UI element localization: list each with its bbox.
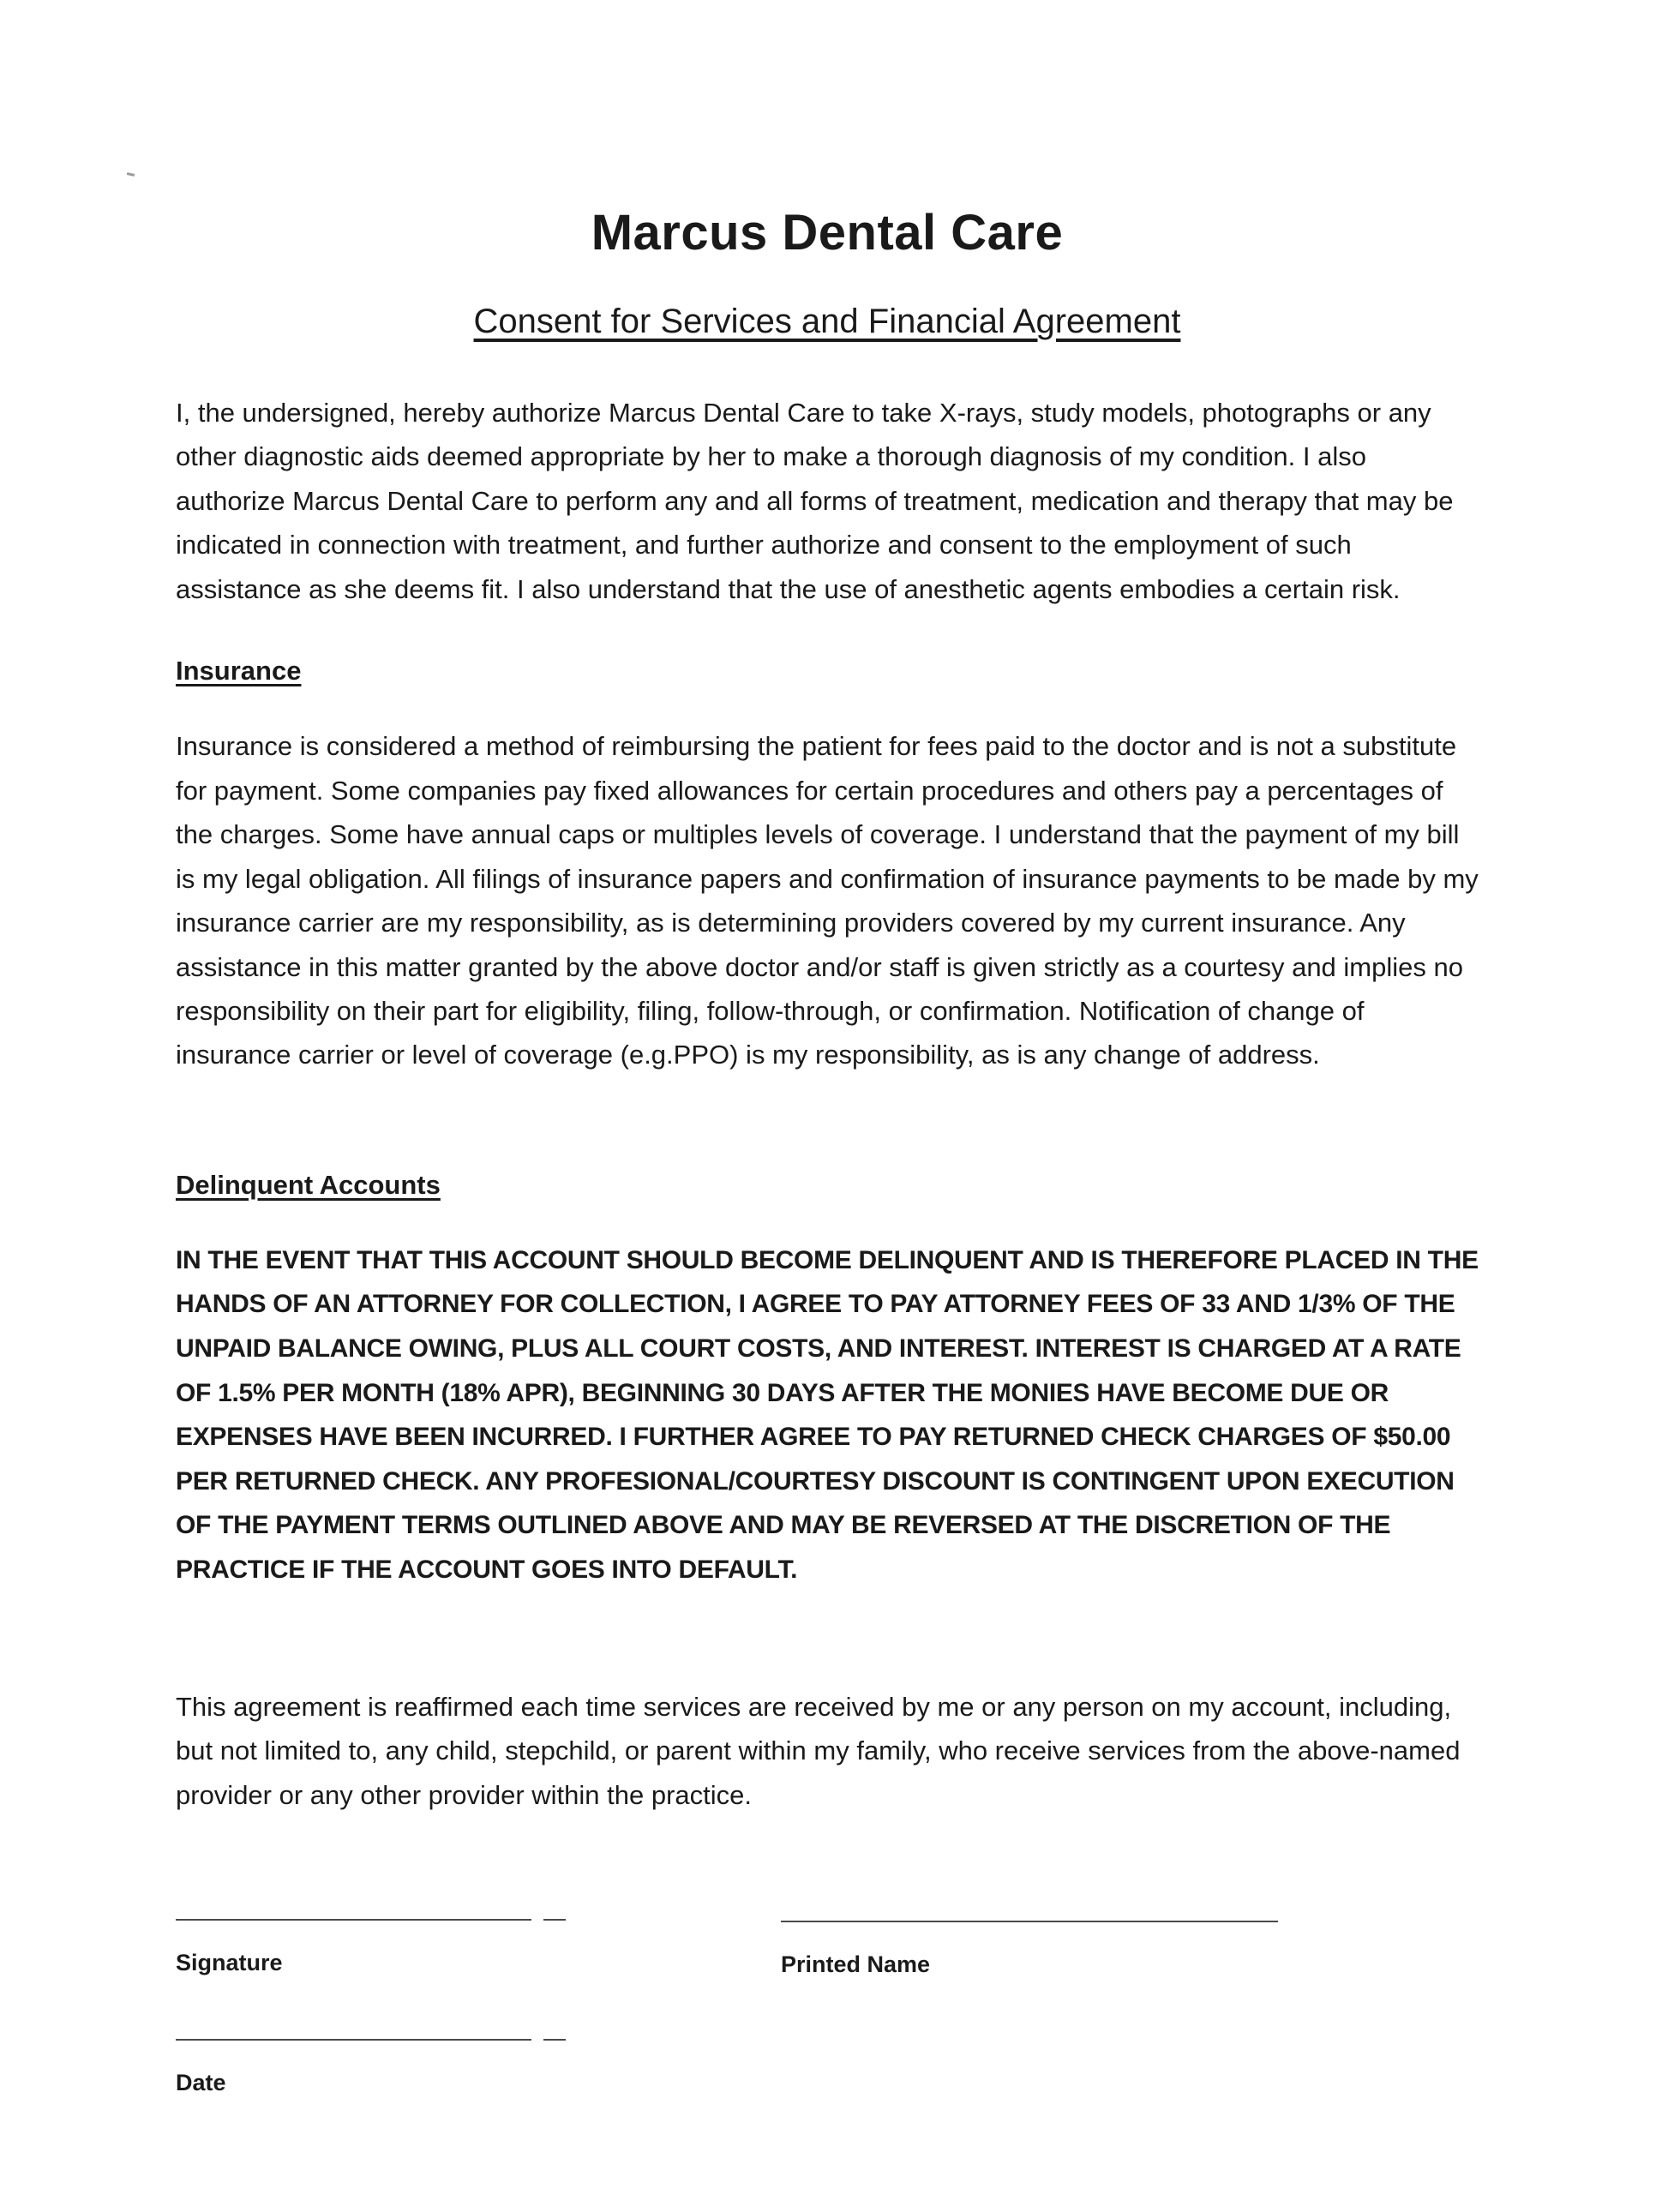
date-line — [176, 2038, 566, 2041]
insurance-paragraph: Insurance is considered a method of reimbursing the patient for fees paid to the doctor and is not a substitute for payment. Some companies pay fixed allowances for certain procedures and others pay a percentages of the charges. Some have annual caps or multiples levels of coverage. I understand that the payment of my bill is my legal obligation. All filings of insurance papers and confirmation of insurance payments to be made by my insurance carrier are my responsibility, as is determining providers covered by my current insurance. Any assistance in this matter granted by the above doctor and/or staff is given strictly as a courtesy and implies no responsibility on their part for eligibility, filing, follow-through, or confirmation. Notification of change of insurance carrier or level of coverage (e.g.PPO) is my responsibility, as is any change of address. — [176, 731, 1479, 1070]
signature-column — [176, 1918, 566, 1976]
delinquent-accounts-section-heading: Delinquent Accounts — [176, 1169, 441, 1200]
printed-name-line — [781, 1918, 1278, 1922]
date-column — [176, 2038, 566, 2096]
signature-line — [176, 1918, 566, 1921]
date-line-segment — [176, 2039, 531, 2041]
delinquent-accounts-paragraph: IN THE EVENT THAT THIS ACCOUNT SHOULD BECOME DELINQUENT AND IS THEREFORE PLACED IN THE HANDS OF AN ATTORNEY FOR COLLECTION, I AGREE TO PAY ATTORNEY FEES OF 33 AND 1/3% OF THE UNPAID BALANCE OWING, PLUS ALL COURT COSTS, AND INTEREST. INTEREST IS CHARGED AT A RATE OF 1.5% PER MONTH (18% APR), BEGINNING 30 DAYS AFTER THE MONIES HAVE BECOME DUE OR EXPENSES HAVE BEEN INCURRED. I FURTHER AGREE TO PAY RETURNED CHECK CHARGES OF $50.00 PER RETURNED CHECK. ANY PROFESIONAL/COURTESY DISCOUNT IS CONTINGENT UPON EXECUTION OF THE PAYMENT TERMS OUTLINED ABOVE AND MAY BE REVERSED AT THE DISCRETION OF THE PRACTICE IF THE ACCOUNT GOES INTO DEFAULT. — [176, 1245, 1479, 1585]
document-subtitle: Consent for Services and Financial Agreement — [473, 303, 1181, 340]
reaffirmation-paragraph: This agreement is reaffirmed each time services are received by me or any person on my account, including, but not limited to, any child, stepchild, or parent within my family, who receive services from the above-named provider or any other provider within the practice. — [176, 1691, 1461, 1810]
date-label: Date — [176, 2070, 226, 2095]
printed-name-label: Printed Name — [781, 1951, 931, 1977]
printed-name-column — [781, 1918, 1278, 1978]
scan-artifact — [127, 172, 135, 177]
signature-row — [176, 1918, 1479, 1978]
date-line-dash — [543, 2039, 566, 2041]
signature-label: Signature — [176, 1950, 283, 1975]
signature-area — [176, 1918, 1479, 2096]
signature-line-segment — [176, 1919, 531, 1921]
signature-line-dash — [543, 1919, 566, 1921]
insurance-section-heading: Insurance — [176, 656, 302, 686]
document-title: Marcus Dental Care — [591, 205, 1064, 261]
intro-paragraph: I, the undersigned, hereby authorize Marcus Dental Care to take X-rays, study models, photographs or any other diagnostic aids deemed appropriate by her to make a thorough diagnosis of my condition. I also authorize Marcus Dental Care to perform any and all forms of treatment, medication and therapy that may be indicated in connection with treatment, and further authorize and consent to the employment of such assistance as she deems fit. I also understand that the use of anesthetic agents embodies a certain risk. — [176, 398, 1454, 604]
